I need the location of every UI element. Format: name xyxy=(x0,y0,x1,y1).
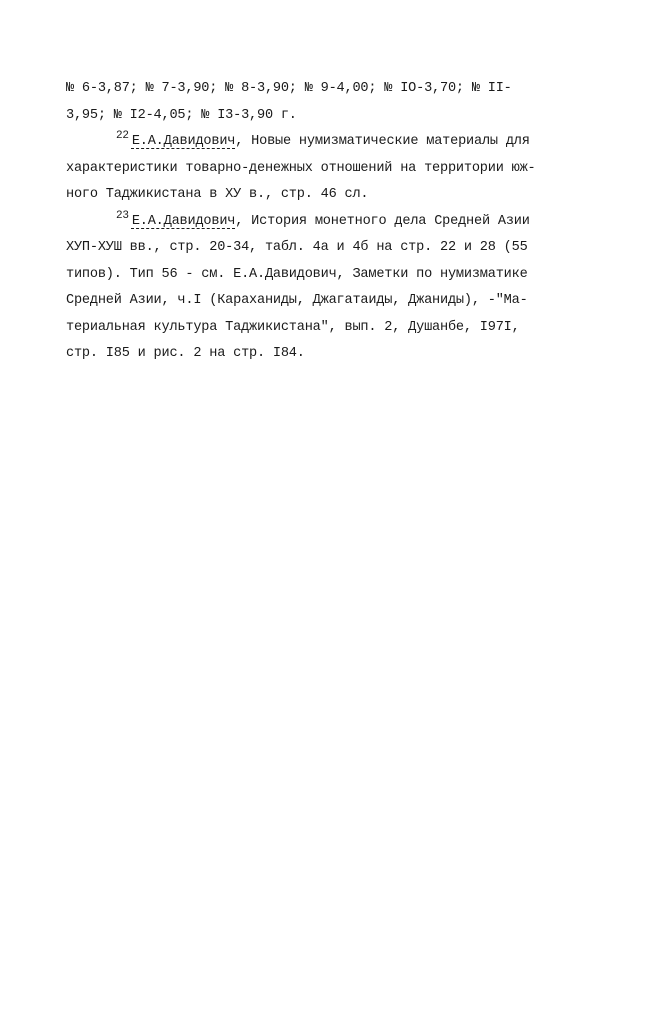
footnote-21-line-1: № 6-3,87; № 7-3,90; № 8-3,90; № 9-4,00; № IO-3,70; № II- xyxy=(66,81,512,96)
footnote-23-number: 23 xyxy=(116,209,129,222)
footnote-23-line-5: териальная культура Таджикистана", вып. 2, Душанбе, I97I, xyxy=(66,319,520,335)
footnote-23-line-4: Средней Азии, ч.I (Караханиды, Джагатаиды, Джаниды), -"Ма- xyxy=(66,293,528,308)
footnote-21-line-2: 3,95; № I2-4,05; № I3-3,90 г. xyxy=(66,107,297,123)
footnote-23-line-1 xyxy=(66,209,596,236)
footnotes-block xyxy=(66,76,596,368)
footnote-22-author: Е.А.Давидович xyxy=(131,134,236,149)
footnote-23-line-6: стр. I85 и рис. 2 на стр. I84. xyxy=(66,346,305,361)
footnote-23-line-3: типов). Тип 56 - см. Е.А.Давидович, Заметки по нумизматике xyxy=(66,266,528,282)
footnote-22-line-2: характеристики товарно-денежных отношений на территории юж- xyxy=(66,160,536,176)
footnote-22-line-3: ного Таджикистана в ХУ в., стр. 46 сл. xyxy=(66,187,369,202)
footnote-23-author: Е.А.Давидович xyxy=(131,213,236,229)
footnote-22-line-1 xyxy=(66,129,596,156)
footnote-22-number: 22 xyxy=(116,130,129,142)
footnote-23-line-2: ХУП-ХУШ вв., стр. 20-34, табл. 4а и 4б на стр. 22 и 28 (55 xyxy=(66,240,528,255)
footnote-22-title: , Новые нумизматические материалы для xyxy=(235,134,530,149)
footnote-23-title: , История монетного дела Средней Азии xyxy=(235,213,530,229)
